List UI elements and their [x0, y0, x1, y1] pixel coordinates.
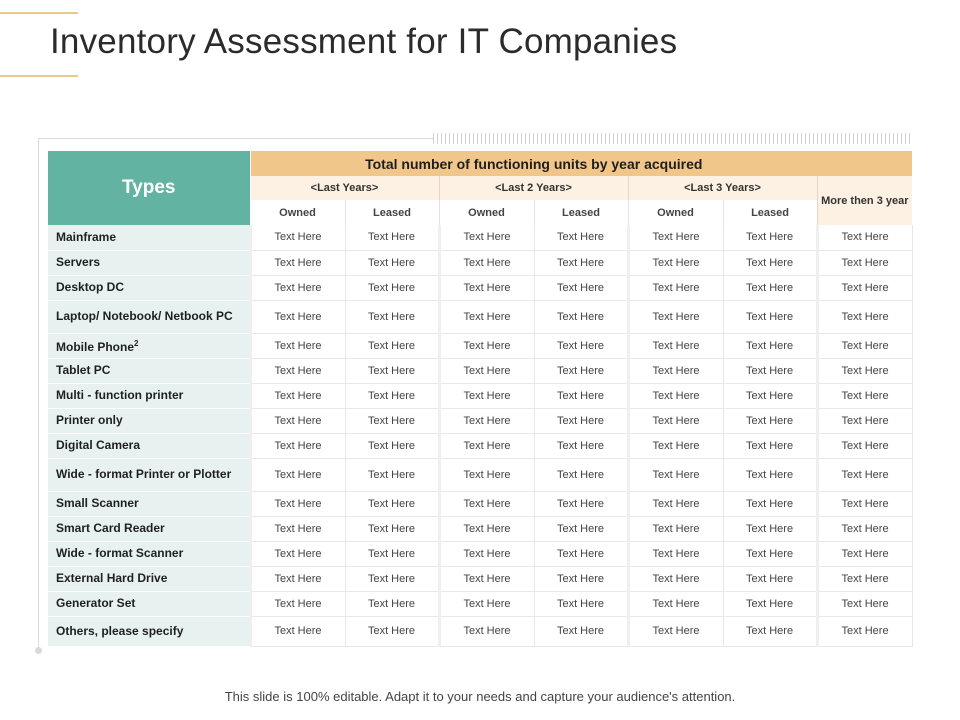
table-cell[interactable]: Text Here [439, 333, 534, 358]
table-cell[interactable]: Text Here [628, 458, 723, 491]
row-type-label[interactable] [48, 333, 250, 358]
table-cell[interactable]: Text Here [534, 591, 628, 616]
table-row [48, 591, 912, 616]
table-cell[interactable]: Text Here [345, 616, 439, 646]
table-cell[interactable]: Text Here [817, 516, 912, 541]
row-type-label[interactable] [48, 250, 250, 275]
table-cell[interactable]: Text Here [723, 591, 817, 616]
table-cell[interactable]: Text Here [723, 433, 817, 458]
table-row [48, 333, 912, 358]
table-cell[interactable]: Text Here [817, 591, 912, 616]
table-cell[interactable]: Text Here [817, 275, 912, 300]
table-cell[interactable]: Text Here [534, 383, 628, 408]
table-cell[interactable]: Text Here [345, 491, 439, 516]
row-type-superscript: 2 [134, 339, 139, 348]
table-cell[interactable]: Text Here [345, 516, 439, 541]
table-cell[interactable]: Text Here [250, 358, 345, 383]
table-cell[interactable]: Text Here [439, 491, 534, 516]
table-cell[interactable]: Text Here [534, 333, 628, 358]
table-cell[interactable]: Text Here [817, 225, 912, 250]
table-cell[interactable]: Text Here [250, 541, 345, 566]
row-type-text: Mainframe [56, 229, 117, 244]
table-cell[interactable]: Text Here [534, 275, 628, 300]
table-cell[interactable]: Text Here [534, 358, 628, 383]
table-cell[interactable]: Text Here [250, 383, 345, 408]
table-cell[interactable]: Text Here [628, 616, 723, 646]
table-cell[interactable]: Text Here [345, 250, 439, 275]
row-type-text: Wide - format Printer or Plotter [56, 467, 232, 481]
table-cell[interactable]: Text Here [534, 516, 628, 541]
table-cell[interactable]: Text Here [534, 491, 628, 516]
table-cell[interactable]: Text Here [817, 491, 912, 516]
more-than-3-years-header[interactable]: More then 3 year [817, 176, 912, 225]
row-type-text: Multi - function printer [56, 388, 184, 402]
table-cell[interactable]: Text Here [628, 300, 723, 333]
types-header[interactable]: Types [48, 151, 250, 225]
table-cell[interactable]: Text Here [723, 358, 817, 383]
table-row [48, 383, 912, 408]
slide-title[interactable]: Inventory Assessment for IT Companies [50, 22, 678, 61]
table-cell[interactable]: Text Here [345, 433, 439, 458]
table-cell[interactable]: Text Here [250, 408, 345, 433]
table-cell[interactable]: Text Here [723, 250, 817, 275]
row-type-label[interactable] [48, 358, 250, 383]
table-cell[interactable]: Text Here [817, 333, 912, 358]
table-cell[interactable]: Text Here [817, 458, 912, 491]
table-cell[interactable]: Text Here [817, 358, 912, 383]
leased-header[interactable]: Leased [534, 200, 628, 225]
table-cell[interactable]: Text Here [345, 333, 439, 358]
table-cell[interactable]: Text Here [250, 458, 345, 491]
table-cell[interactable]: Text Here [534, 566, 628, 591]
table-cell[interactable]: Text Here [345, 275, 439, 300]
row-type-label[interactable] [48, 591, 250, 616]
table-cell[interactable]: Text Here [439, 458, 534, 491]
table-cell[interactable]: Text Here [250, 516, 345, 541]
table-cell[interactable]: Text Here [439, 408, 534, 433]
table-cell[interactable]: Text Here [345, 541, 439, 566]
leased-header[interactable]: Leased [723, 200, 817, 225]
table-cell[interactable]: Text Here [723, 566, 817, 591]
table-cell[interactable]: Text Here [345, 358, 439, 383]
table-cell[interactable]: Text Here [723, 408, 817, 433]
row-type-text: Smart Card Reader [56, 521, 165, 535]
table-row [48, 616, 912, 646]
table-row [48, 433, 912, 458]
row-type-label[interactable] [48, 541, 250, 566]
row-type-text: Digital Camera [56, 438, 141, 452]
table-cell[interactable]: Text Here [628, 358, 723, 383]
table-cell[interactable]: Text Here [250, 591, 345, 616]
row-type-label[interactable] [48, 383, 250, 408]
owned-header[interactable]: Owned [628, 200, 723, 225]
table-cell[interactable]: Text Here [250, 225, 345, 250]
table-cell[interactable]: Text Here [628, 566, 723, 591]
row-type-text: Laptop/ Notebook/ Netbook PC [56, 309, 233, 323]
table-cell[interactable]: Text Here [345, 225, 439, 250]
table-cell[interactable]: Text Here [817, 408, 912, 433]
table-cell[interactable]: Text Here [345, 458, 439, 491]
frame-line-left [38, 138, 39, 650]
table-row [48, 275, 912, 300]
table-cell[interactable]: Text Here [439, 358, 534, 383]
owned-header[interactable]: Owned [439, 200, 534, 225]
table-cell[interactable]: Text Here [439, 616, 534, 646]
table-cell[interactable]: Text Here [628, 383, 723, 408]
row-type-text: External Hard Drive [56, 571, 168, 585]
table-cell[interactable]: Text Here [723, 225, 817, 250]
table-cell[interactable]: Text Here [439, 516, 534, 541]
row-type-label[interactable] [48, 516, 250, 541]
table-cell[interactable]: Text Here [628, 541, 723, 566]
table-cell[interactable]: Text Here [817, 433, 912, 458]
table-cell[interactable]: Text Here [723, 458, 817, 491]
table-cell[interactable]: Text Here [250, 300, 345, 333]
table-cell[interactable]: Text Here [723, 516, 817, 541]
table-cell[interactable]: Text Here [723, 333, 817, 358]
table-cell[interactable]: Text Here [723, 383, 817, 408]
row-type-label[interactable] [48, 458, 250, 491]
row-type-text: Generator Set [56, 596, 136, 610]
row-type-label[interactable] [48, 300, 250, 333]
decorative-line-top [0, 12, 78, 14]
table-cell[interactable]: Text Here [534, 408, 628, 433]
row-type-label[interactable] [48, 275, 250, 300]
table-row [48, 300, 912, 333]
table-cell[interactable]: Text Here [439, 433, 534, 458]
table-row [48, 408, 912, 433]
table-cell[interactable]: Text Here [250, 275, 345, 300]
table-cell[interactable]: Text Here [250, 616, 345, 646]
table-cell[interactable]: Text Here [723, 541, 817, 566]
row-type-text: Small Scanner [56, 496, 139, 510]
row-type-label[interactable] [48, 491, 250, 516]
table-cell[interactable]: Text Here [628, 516, 723, 541]
table-cell[interactable]: Text Here [817, 383, 912, 408]
owned-header[interactable]: Owned [250, 200, 345, 225]
table-cell[interactable]: Text Here [628, 491, 723, 516]
table-cell[interactable]: Text Here [439, 566, 534, 591]
table-row [48, 541, 912, 566]
frame-line-top [38, 138, 433, 139]
table-cell[interactable]: Text Here [534, 300, 628, 333]
row-type-label[interactable] [48, 225, 250, 250]
table-row [48, 516, 912, 541]
table-cell[interactable]: Text Here [345, 408, 439, 433]
table-cell[interactable]: Text Here [534, 616, 628, 646]
decorative-line-bottom [0, 75, 78, 77]
table-cell[interactable]: Text Here [345, 566, 439, 591]
group-header-blank [817, 151, 912, 176]
row-type-text: Desktop DC [56, 280, 125, 294]
table-row [48, 358, 912, 383]
table-cell[interactable]: Text Here [723, 300, 817, 333]
group-header[interactable]: Total number of functioning units by year acquired [250, 151, 817, 176]
leased-header[interactable]: Leased [345, 200, 439, 225]
table-cell[interactable]: Text Here [345, 383, 439, 408]
table-cell[interactable]: Text Here [534, 225, 628, 250]
table-cell[interactable]: Text Here [439, 383, 534, 408]
table-cell[interactable]: Text Here [628, 225, 723, 250]
row-type-label[interactable] [48, 433, 250, 458]
table-cell[interactable]: Text Here [439, 275, 534, 300]
footer-note[interactable]: This slide is 100% editable. Adapt it to your needs and capture your audience's attention. [224, 689, 736, 704]
table-cell[interactable]: Text Here [534, 250, 628, 275]
inventory-table [48, 151, 913, 647]
table-cell[interactable]: Text Here [723, 491, 817, 516]
table-cell[interactable]: Text Here [628, 333, 723, 358]
table-row [48, 491, 912, 516]
row-type-label[interactable] [48, 566, 250, 591]
table-cell[interactable]: Text Here [723, 275, 817, 300]
table-cell[interactable]: Text Here [628, 433, 723, 458]
table-cell[interactable]: Text Here [534, 433, 628, 458]
table-cell[interactable]: Text Here [345, 300, 439, 333]
row-type-text: Wide - format Scanner [56, 546, 184, 560]
table-cell[interactable]: Text Here [439, 225, 534, 250]
table-cell[interactable]: Text Here [250, 566, 345, 591]
row-type-text: Servers [56, 255, 101, 269]
table-cell[interactable]: Text Here [534, 458, 628, 491]
table-cell[interactable]: Text Here [439, 300, 534, 333]
table-cell[interactable]: Text Here [439, 591, 534, 616]
table-cell[interactable]: Text Here [628, 591, 723, 616]
table-cell[interactable]: Text Here [628, 275, 723, 300]
table-cell[interactable]: Text Here [723, 616, 817, 646]
table-cell[interactable]: Text Here [439, 250, 534, 275]
table-body [48, 225, 912, 646]
period-header-1[interactable]: <Last Years> [250, 176, 439, 200]
period-header-3[interactable]: <Last 3 Years> [628, 176, 817, 200]
table-cell[interactable]: Text Here [439, 541, 534, 566]
table-cell[interactable]: Text Here [628, 250, 723, 275]
row-type-text: Printer only [56, 413, 123, 427]
row-type-label[interactable] [48, 408, 250, 433]
table-cell[interactable]: Text Here [817, 250, 912, 275]
table-row [48, 566, 912, 591]
table-cell[interactable]: Text Here [250, 433, 345, 458]
row-type-text: Others, please specify [56, 623, 184, 638]
table-cell[interactable]: Text Here [534, 541, 628, 566]
table-row [48, 225, 912, 250]
frame-dot [35, 647, 42, 654]
table-row [48, 458, 912, 491]
row-type-label[interactable] [48, 616, 250, 646]
table-cell[interactable]: Text Here [628, 408, 723, 433]
table-cell[interactable]: Text Here [250, 250, 345, 275]
hatch-pattern [433, 133, 912, 144]
table-cell[interactable]: Text Here [250, 333, 345, 358]
table-cell[interactable]: Text Here [817, 616, 912, 646]
table-row [48, 250, 912, 275]
table-cell[interactable]: Text Here [250, 491, 345, 516]
row-type-text: Tablet PC [56, 363, 111, 377]
table-cell[interactable]: Text Here [817, 566, 912, 591]
row-type-text: Mobile Phone [56, 340, 134, 354]
table-cell[interactable]: Text Here [817, 300, 912, 333]
table-cell[interactable]: Text Here [345, 591, 439, 616]
period-header-2[interactable]: <Last 2 Years> [439, 176, 628, 200]
table-cell[interactable]: Text Here [817, 541, 912, 566]
